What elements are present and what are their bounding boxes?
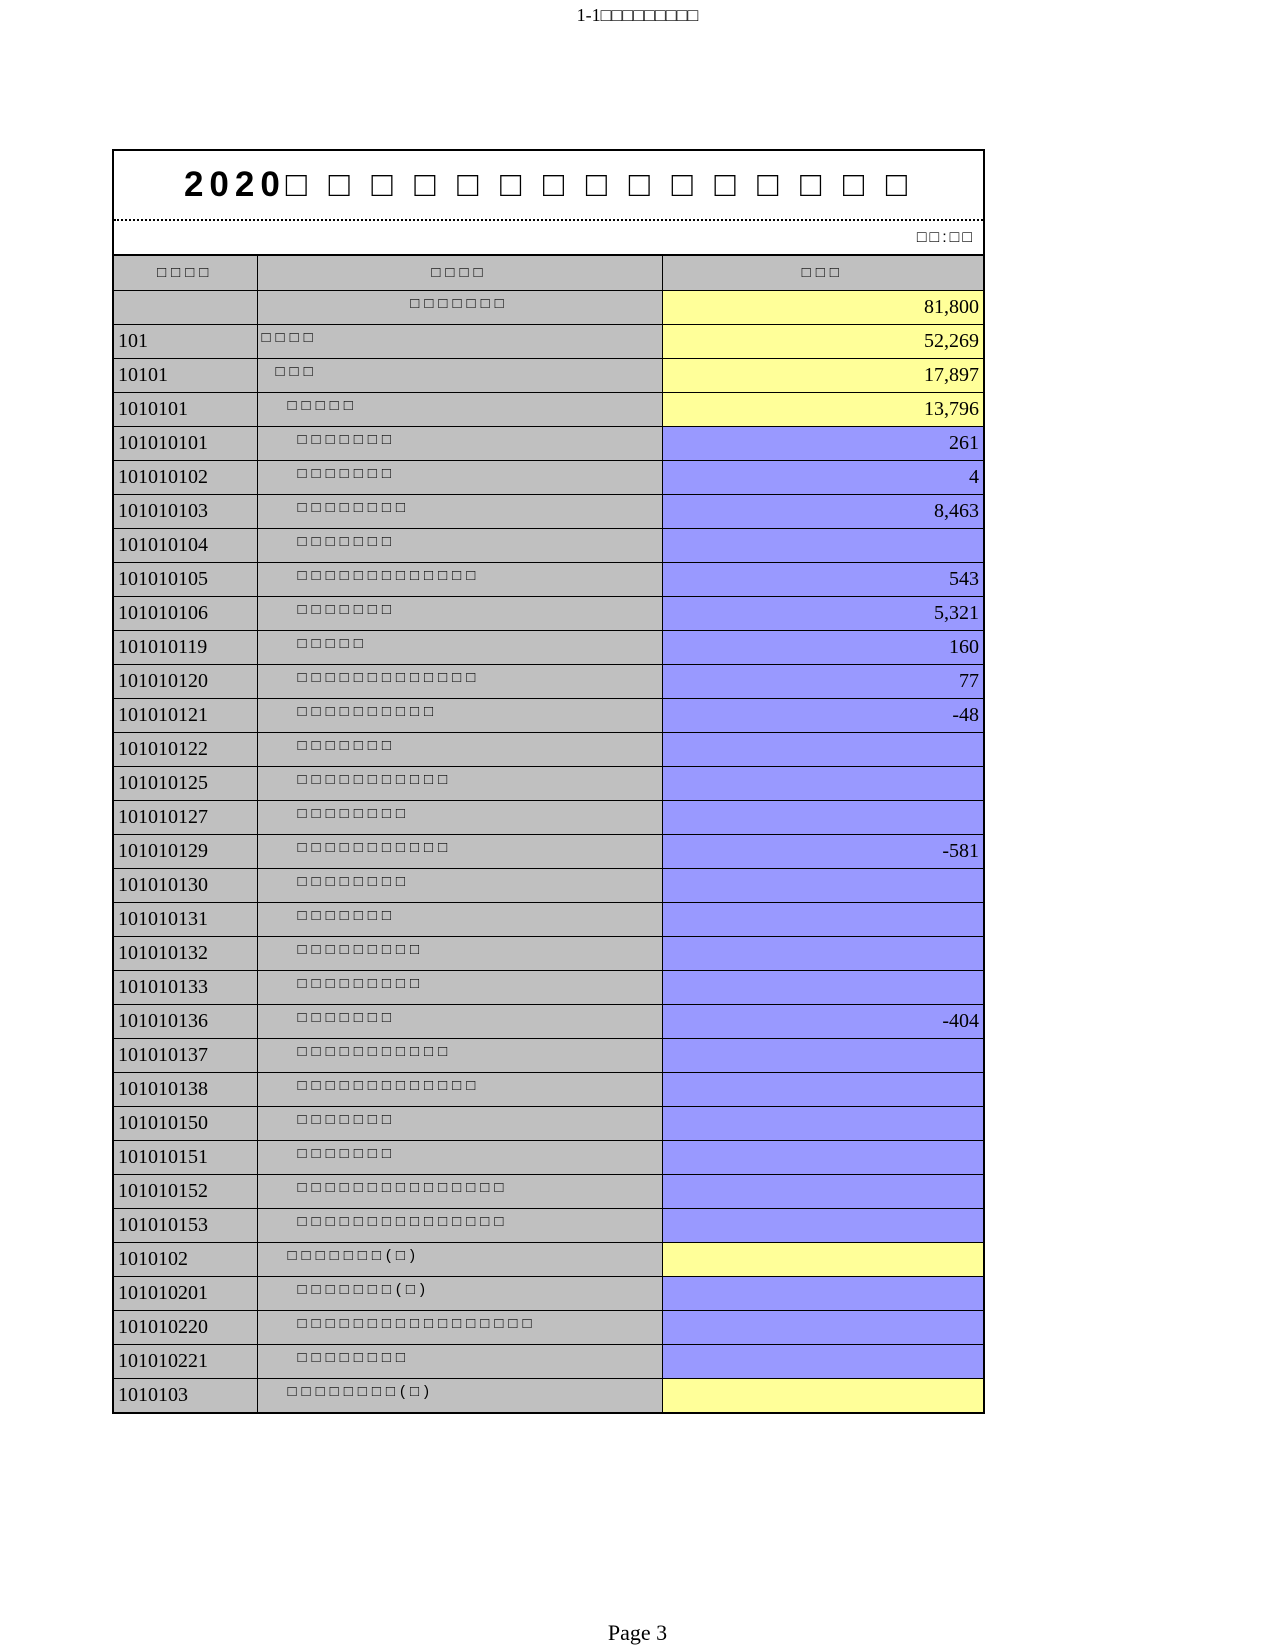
row-code: 101010125 [114, 766, 257, 800]
table-body [114, 290, 983, 1412]
row-code: 10101 [114, 358, 257, 392]
table-row [114, 1004, 983, 1038]
table-row [114, 426, 983, 460]
row-amount[interactable] [662, 1038, 983, 1072]
row-name: □□□□□□□□□□□□□□□□□ [257, 1310, 662, 1344]
row-code: 101010104 [114, 528, 257, 562]
row-name: □□□□□□□ [257, 902, 662, 936]
row-name: □□□□□□□ [257, 596, 662, 630]
row-code: 101010151 [114, 1140, 257, 1174]
row-amount[interactable]: 160 [662, 630, 983, 664]
table-row [114, 936, 983, 970]
row-name: □□□□□□□(□) [257, 1242, 662, 1276]
row-name: □□□□□ [257, 392, 662, 426]
row-name: □□□□□□□□□□□ [257, 1038, 662, 1072]
row-amount[interactable] [662, 1208, 983, 1242]
table-row [114, 1140, 983, 1174]
table-row [114, 1038, 983, 1072]
row-code: 1010102 [114, 1242, 257, 1276]
row-code: 101010119 [114, 630, 257, 664]
row-name: □□□□□□□□□□□□□□□ [257, 1208, 662, 1242]
table-row [114, 460, 983, 494]
row-name: □□□□□ [257, 630, 662, 664]
row-code: 101010131 [114, 902, 257, 936]
row-amount[interactable]: 261 [662, 426, 983, 460]
row-name: □□□□□□□ [257, 528, 662, 562]
row-amount[interactable] [662, 1106, 983, 1140]
table-row [114, 664, 983, 698]
row-name: □□□□ [257, 324, 662, 358]
table-row [114, 1276, 983, 1310]
row-code [114, 290, 257, 324]
row-code: 101010129 [114, 834, 257, 868]
row-code: 101010220 [114, 1310, 257, 1344]
header-name: □□□□ [257, 256, 662, 290]
row-name: □□□□□□□□ [257, 868, 662, 902]
row-name: □□□□□□□ [257, 290, 662, 324]
row-code: 101010221 [114, 1344, 257, 1378]
row-name: □□□□□□□□ [257, 494, 662, 528]
row-name: □□□□□□□ [257, 1106, 662, 1140]
row-name: □□□□□□□□□□ [257, 698, 662, 732]
row-code: 101010133 [114, 970, 257, 1004]
row-amount[interactable] [662, 868, 983, 902]
table-row [114, 1208, 983, 1242]
row-amount[interactable] [662, 1242, 983, 1276]
table-row [114, 766, 983, 800]
table-row [114, 1072, 983, 1106]
row-amount[interactable] [662, 1072, 983, 1106]
row-amount[interactable]: -48 [662, 698, 983, 732]
row-amount[interactable] [662, 1276, 983, 1310]
page-header: 1-1□□□□□□□□□ [576, 5, 699, 25]
row-code: 101010105 [114, 562, 257, 596]
table-row [114, 494, 983, 528]
row-name: □□□□□□□□□□□□□ [257, 562, 662, 596]
row-code: 101010101 [114, 426, 257, 460]
row-code: 101010120 [114, 664, 257, 698]
row-name: □□□□□□□□□□□ [257, 834, 662, 868]
row-amount[interactable]: 4 [662, 460, 983, 494]
row-code: 101010102 [114, 460, 257, 494]
budget-sheet [112, 149, 985, 1414]
table-row [114, 902, 983, 936]
row-amount[interactable] [662, 1174, 983, 1208]
row-name: □□□□□□□□□□□ [257, 766, 662, 800]
row-code: 101010138 [114, 1072, 257, 1106]
row-name: □□□ [257, 358, 662, 392]
table-row [114, 868, 983, 902]
row-name: □□□□□□□ [257, 426, 662, 460]
row-amount[interactable] [662, 936, 983, 970]
table-row [114, 1106, 983, 1140]
row-name: □□□□□□□□ [257, 1344, 662, 1378]
row-code: 101010152 [114, 1174, 257, 1208]
row-amount[interactable] [662, 732, 983, 766]
table-row [114, 1310, 983, 1344]
row-name: □□□□□□□□(□) [257, 1378, 662, 1412]
row-code: 101010136 [114, 1004, 257, 1038]
row-name: □□□□□□□□□□□□□ [257, 664, 662, 698]
row-amount[interactable]: 5,321 [662, 596, 983, 630]
row-amount[interactable]: 52,269 [662, 324, 983, 358]
table-row [114, 698, 983, 732]
header-code: □□□□ [114, 256, 257, 290]
row-name: □□□□□□□ [257, 1004, 662, 1038]
row-code: 101010130 [114, 868, 257, 902]
row-amount[interactable] [662, 902, 983, 936]
row-amount[interactable] [662, 1378, 983, 1412]
budget-table [114, 256, 983, 1412]
table-row [114, 834, 983, 868]
table-row [114, 562, 983, 596]
table-row [114, 290, 983, 324]
table-row [114, 1174, 983, 1208]
row-name: □□□□□□□(□) [257, 1276, 662, 1310]
row-code: 1010101 [114, 392, 257, 426]
row-amount[interactable] [662, 766, 983, 800]
row-name: □□□□□□□□ [257, 800, 662, 834]
row-code: 1010103 [114, 1378, 257, 1412]
row-code: 101010121 [114, 698, 257, 732]
table-row [114, 732, 983, 766]
row-amount[interactable] [662, 1344, 983, 1378]
row-amount[interactable] [662, 800, 983, 834]
row-amount[interactable] [662, 1140, 983, 1174]
table-row [114, 1344, 983, 1378]
row-amount[interactable]: -404 [662, 1004, 983, 1038]
row-code: 101010150 [114, 1106, 257, 1140]
row-name: □□□□□□□□□ [257, 970, 662, 1004]
row-amount[interactable] [662, 528, 983, 562]
header-amount: □□□ [662, 256, 983, 290]
row-code: 101010122 [114, 732, 257, 766]
row-code: 101010132 [114, 936, 257, 970]
row-amount[interactable]: 543 [662, 562, 983, 596]
row-name: □□□□□□□ [257, 460, 662, 494]
table-row [114, 1378, 983, 1412]
table-row [114, 528, 983, 562]
row-amount[interactable]: 17,897 [662, 358, 983, 392]
row-code: 101010153 [114, 1208, 257, 1242]
unit-label: □□:□□ [114, 221, 983, 256]
row-code: 101010201 [114, 1276, 257, 1310]
row-name: □□□□□□□□□ [257, 936, 662, 970]
row-amount[interactable]: 13,796 [662, 392, 983, 426]
row-amount[interactable]: 77 [662, 664, 983, 698]
table-row [114, 596, 983, 630]
table-row [114, 324, 983, 358]
table-row [114, 970, 983, 1004]
row-amount[interactable] [662, 1310, 983, 1344]
row-name: □□□□□□□□□□□□□ [257, 1072, 662, 1106]
table-row [114, 358, 983, 392]
row-name: □□□□□□□ [257, 1140, 662, 1174]
table-row [114, 630, 983, 664]
table-row [114, 1242, 983, 1276]
row-code: 101010103 [114, 494, 257, 528]
row-code: 101010106 [114, 596, 257, 630]
row-amount[interactable]: 8,463 [662, 494, 983, 528]
row-name: □□□□□□□ [257, 732, 662, 766]
sheet-title: 2020□ □ □ □ □ □ □ □ □ □ □ □ □ □ □ [114, 151, 983, 221]
table-row [114, 800, 983, 834]
row-code: 101010137 [114, 1038, 257, 1072]
row-amount[interactable]: -581 [662, 834, 983, 868]
page-footer: Page 3 [607, 1620, 668, 1645]
table-header-row [114, 256, 983, 290]
table-row [114, 392, 983, 426]
row-amount[interactable] [662, 970, 983, 1004]
row-amount[interactable]: 81,800 [662, 290, 983, 324]
row-code: 101 [114, 324, 257, 358]
row-name: □□□□□□□□□□□□□□□ [257, 1174, 662, 1208]
row-code: 101010127 [114, 800, 257, 834]
